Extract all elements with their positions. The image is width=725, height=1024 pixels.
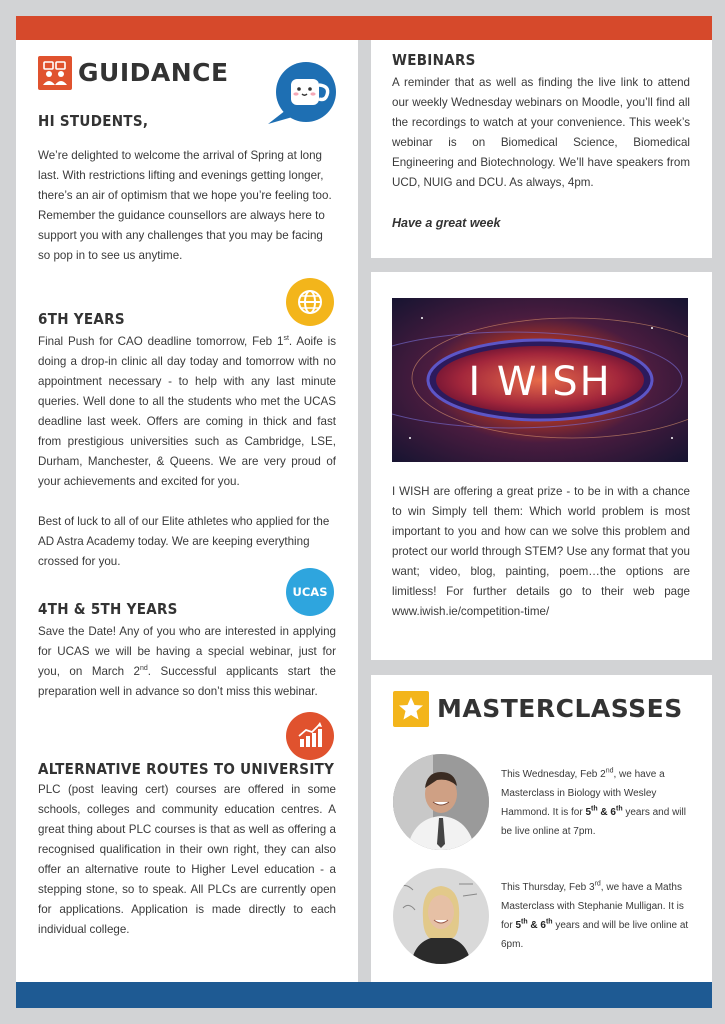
webinars-panel (371, 40, 712, 258)
maths-masterclass-text: This Thursday, Feb 3rd, we have a Maths Masterclass with Stephanie Mulligan. It is for 5th & 6th years and will be live online at 6pm. (501, 880, 689, 950)
biology-masterclass-text: This Wednesday, Feb 2nd, we have a Masterclass in Biology with Wesley Hammond. It is for 5th & 6th years and will be live online at 7pm. (501, 767, 686, 837)
people-chat-icon (38, 56, 72, 90)
bar-chart-growth-icon (286, 712, 334, 760)
webinars-signoff: Have a great week (392, 216, 501, 230)
masterclasses-panel (371, 675, 712, 982)
webinars-text: A reminder that as well as finding the live link to attend our weekly Wednesday webinars on Moodle, you’ll find all the recordings to watch at your convenience. This week’s webinar is on Biomedical Science, Biomedical Engineering and Biotechnology. We’ll have speakers from UCD, NUIG and DCU. As always, 4pm. (392, 76, 690, 189)
masterclasses-title: MASTERCLASSES (437, 694, 683, 723)
stephanie-mulligan-photo (393, 868, 489, 964)
iwish-panel (371, 272, 712, 660)
alternative-routes-heading: ALTERNATIVE ROUTES TO UNIVERSITY (38, 760, 335, 778)
guidance-title: GUIDANCE (78, 58, 229, 87)
sixth-years-heading: 6TH YEARS (38, 310, 125, 328)
webinars-heading: WEBINARS (392, 51, 476, 69)
fourth-fifth-years-text: Save the Date! Any of you who are interested in applying for UCAS we will be having a special webinar, just for you, on March 2nd. Successful applicants start the preparation well in advance so don’t miss this webinar. (38, 625, 336, 698)
guidance-panel (16, 40, 358, 982)
iwish-logo-text: I WISH (468, 359, 612, 405)
top-accent-bar (16, 16, 712, 40)
bottom-accent-bar (16, 982, 712, 1008)
greeting-heading: HI STUDENTS, (38, 112, 149, 130)
sixth-years-athletes-text: Best of luck to all of our Elite athletes who applied for the AD Astra Academy today. We are keeping everything crossed for you. (38, 515, 330, 568)
wesley-hammond-photo (393, 754, 489, 850)
alternative-routes-text: PLC (post leaving cert) courses are offered in some schools, colleges and community education centres. A great thing about PLC courses is that as well as offering a recognised qualification in their own right, they can also offer an alternative route to Higher Level education - a stepping stone, so to speak. All PLCs are currently open for applications. Application is made directly to each individual college. (38, 783, 336, 936)
mug-speech-bubble-icon (264, 58, 336, 130)
guidance-intro: We’re delighted to welcome the arrival of Spring at long last. With restrictions lifting and evenings getting longer, there’s an air of optimism that we hope you’re feeling too. Remember the guidance counsellors are always here to support you with any challenges that you may be facing so pop in to see us anytime. (38, 149, 332, 262)
sixth-years-text: Final Push for CAO deadline tomorrow, Feb 1st. Aoife is doing a drop-in clinic all day today and tomorrow with no appointment necessary - to help with any last minute queries. Well done to all the students who met the UCAS deadline last week. Offers are coming in thick and fast from prestigious universities such as Cambridge, LSE, Durham, Manchester, & Queens. We are very proud of your achievements and excited for you. (38, 335, 337, 488)
globe-icon (286, 278, 334, 326)
iwish-text: I WISH are offering a great prize - to be in with a chance to win Simply tell them: Which world problem is most important to you and how can we solve this problem and protect our world through STEM? Use any format that you want; video, blog, painting, poem…the options are limitless! For further details go to their web page www.iwish.ie/competition-time/ (392, 485, 690, 618)
fourth-fifth-years-heading: 4TH & 5TH YEARS (38, 600, 178, 618)
ucas-badge: UCAS (286, 568, 334, 616)
star-icon (393, 691, 429, 727)
iwish-banner-image (392, 298, 688, 462)
